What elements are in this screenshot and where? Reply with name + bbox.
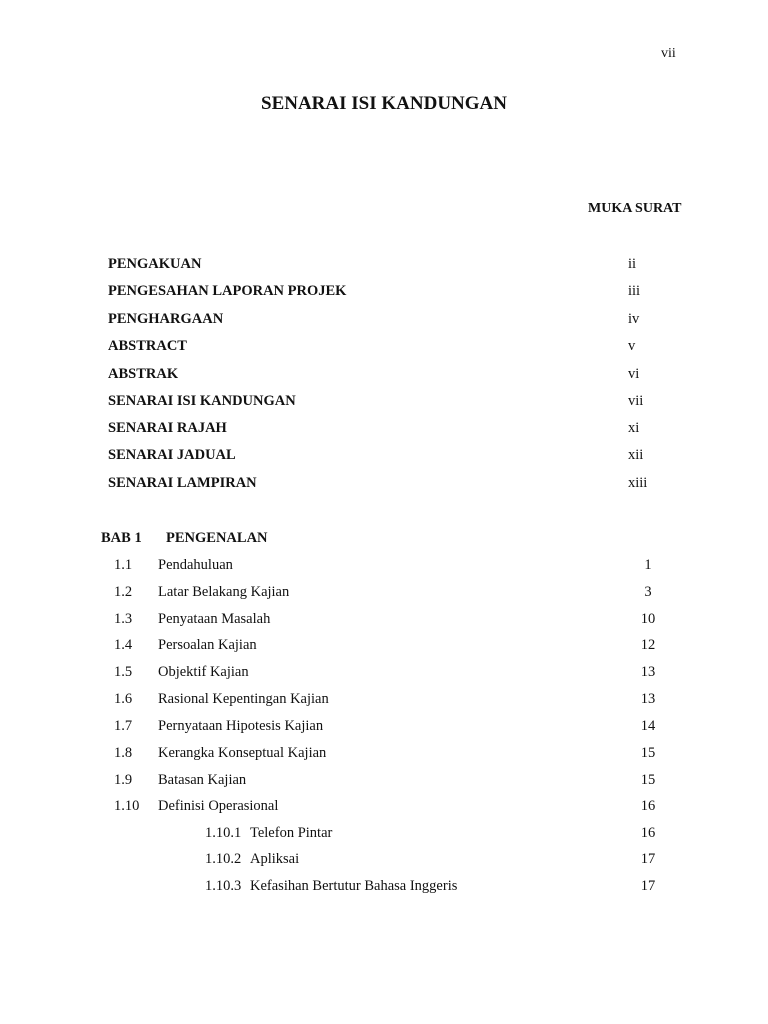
section-number: 1.8 <box>114 745 133 761</box>
section-number: 1.4 <box>114 637 133 653</box>
toc-entry-label: SENARAI LAMPIRAN <box>108 475 257 491</box>
toc-entry-page: ii <box>628 256 637 272</box>
section-page: 14 <box>640 718 656 734</box>
toc-entry-label: SENARAI RAJAH <box>108 420 227 436</box>
section-page: 10 <box>640 611 656 627</box>
subsection-page: 16 <box>640 825 656 841</box>
section-label: Penyataan Masalah <box>158 611 271 627</box>
section-page: 3 <box>644 584 652 600</box>
toc-entry-page: vi <box>628 366 640 382</box>
section-label: Persoalan Kajian <box>158 637 257 653</box>
toc-entry-page: xiii <box>628 475 648 491</box>
subsection-label: Telefon Pintar <box>250 825 333 841</box>
subsection-number: 1.10.2 <box>205 851 242 867</box>
section-page: 12 <box>640 637 656 653</box>
subsection-label: Kefasihan Bertutur Bahasa Inggeris <box>250 878 458 894</box>
section-label: Definisi Operasional <box>158 798 279 814</box>
toc-entry-page: iv <box>628 311 640 327</box>
section-number: 1.7 <box>114 718 133 734</box>
toc-entry-page: xii <box>628 447 644 463</box>
toc-entry-label: ABSTRACT <box>108 338 187 354</box>
section-number: 1.6 <box>114 691 133 707</box>
page-column-header: MUKA SURAT <box>588 201 682 216</box>
section-label: Kerangka Konseptual Kajian <box>158 745 327 761</box>
subsection-number: 1.10.1 <box>205 825 242 841</box>
section-label: Objektif Kajian <box>158 664 249 680</box>
subsection-number: 1.10.3 <box>205 878 242 894</box>
subsection-label: Apliksai <box>250 851 300 867</box>
section-number: 1.3 <box>114 611 133 627</box>
page-title: SENARAI ISI KANDUNGAN <box>261 93 507 114</box>
toc-entry-page: xi <box>628 420 640 436</box>
section-number: 1.10 <box>114 798 140 814</box>
section-label: Latar Belakang Kajian <box>158 584 290 600</box>
section-label: Pendahuluan <box>158 557 233 573</box>
toc-entry-label: SENARAI JADUAL <box>108 447 236 463</box>
section-page: 15 <box>640 772 656 788</box>
toc-entry-page: v <box>628 338 636 354</box>
section-page: 13 <box>640 691 656 707</box>
section-number: 1.1 <box>114 557 133 573</box>
toc-entry-label: PENGAKUAN <box>108 256 202 272</box>
section-label: Pernyataan Hipotesis Kajian <box>158 718 324 734</box>
section-label: Rasional Kepentingan Kajian <box>158 691 329 707</box>
section-number: 1.2 <box>114 584 133 600</box>
toc-entry-label: SENARAI ISI KANDUNGAN <box>108 393 296 409</box>
section-number: 1.5 <box>114 664 133 680</box>
toc-entry-label: PENGHARGAAN <box>108 311 224 327</box>
toc-entry-label: PENGESAHAN LAPORAN PROJEK <box>108 283 347 299</box>
toc-entry-label: ABSTRAK <box>108 366 179 382</box>
chapter-title: PENGENALAN <box>166 530 268 546</box>
section-page: 1 <box>644 557 652 573</box>
section-label: Batasan Kajian <box>158 772 247 788</box>
page-number: vii <box>661 46 676 61</box>
toc-entry-page: vii <box>628 393 644 409</box>
section-page: 16 <box>640 798 656 814</box>
subsection-page: 17 <box>640 878 656 894</box>
section-page: 13 <box>640 664 656 680</box>
toc-entry-page: iii <box>628 283 641 299</box>
section-number: 1.9 <box>114 772 133 788</box>
subsection-page: 17 <box>640 851 656 867</box>
chapter-code: BAB 1 <box>101 530 142 546</box>
section-page: 15 <box>640 745 656 761</box>
